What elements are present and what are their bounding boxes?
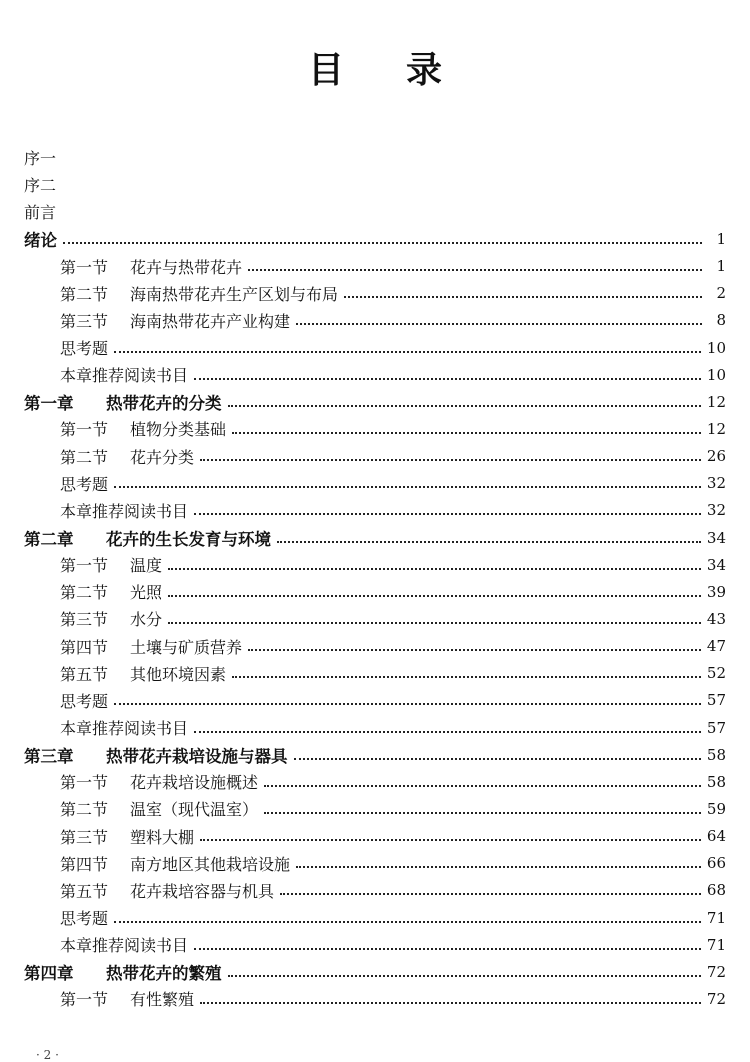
toc-page-number: 1 bbox=[716, 257, 726, 276]
dot-leader bbox=[296, 866, 701, 868]
toc-section-entry[interactable] bbox=[24, 253, 726, 280]
toc-entry-title: 思考题 bbox=[60, 691, 109, 711]
toc-section-entry[interactable] bbox=[24, 361, 726, 388]
dot-leader bbox=[114, 703, 701, 705]
toc-entry-title: 花卉栽培设施概述 bbox=[130, 773, 259, 793]
dot-leader bbox=[264, 812, 701, 814]
toc-entry-number: 第四节 bbox=[60, 854, 109, 874]
toc-page-number: 34 bbox=[706, 528, 726, 547]
toc-page-number: 43 bbox=[706, 609, 726, 628]
toc-entry-number: 第一节 bbox=[60, 420, 109, 440]
toc-entry-title: 温室（现代温室） bbox=[130, 800, 259, 820]
toc-entry-number: 第一节 bbox=[60, 773, 109, 793]
toc-entry-title: 本章推荐阅读书目 bbox=[60, 501, 189, 521]
toc-entry-number: 第一章 bbox=[24, 393, 74, 413]
toc-chapter-entry[interactable] bbox=[24, 524, 726, 551]
toc-section-entry[interactable] bbox=[24, 768, 726, 795]
toc-entry-number: 第二节 bbox=[60, 583, 109, 603]
toc-section-entry[interactable] bbox=[24, 687, 726, 714]
dot-leader bbox=[194, 378, 701, 380]
toc-page-number: 39 bbox=[706, 582, 726, 601]
toc-page-number: 66 bbox=[706, 854, 726, 873]
table-of-contents bbox=[24, 144, 726, 1013]
dot-leader bbox=[200, 459, 701, 461]
toc-entry-title: 植物分类基础 bbox=[130, 420, 227, 440]
toc-page-number: 12 bbox=[706, 419, 726, 438]
dot-leader bbox=[114, 486, 701, 488]
toc-page-number: 72 bbox=[706, 962, 726, 981]
toc-entry-title: 本章推荐阅读书目 bbox=[60, 719, 189, 739]
toc-entry-number: 第四章 bbox=[24, 963, 74, 983]
toc-page-number: 10 bbox=[706, 365, 726, 384]
toc-entry-title: 南方地区其他栽培设施 bbox=[130, 854, 291, 874]
toc-section-entry[interactable] bbox=[24, 551, 726, 578]
toc-entry-title: 热带花卉栽培设施与器具 bbox=[106, 746, 288, 766]
toc-section-entry[interactable] bbox=[24, 714, 726, 741]
dot-leader bbox=[194, 731, 701, 733]
toc-section-entry[interactable] bbox=[24, 660, 726, 687]
toc-entry-title: 花卉分类 bbox=[130, 447, 195, 467]
dot-leader bbox=[228, 975, 701, 977]
dot-leader bbox=[280, 893, 701, 895]
dot-leader bbox=[200, 839, 701, 841]
toc-chapter-entry[interactable] bbox=[24, 958, 726, 985]
toc-section-entry[interactable] bbox=[24, 904, 726, 931]
toc-entry-title: 思考题 bbox=[60, 909, 109, 928]
toc-page-number: 72 bbox=[706, 989, 726, 1008]
toc-page-number: 57 bbox=[706, 718, 726, 737]
toc-entry-number: 第三节 bbox=[60, 610, 109, 630]
toc-entry-title: 有性繁殖 bbox=[130, 990, 195, 1010]
toc-front-matter-entry[interactable] bbox=[24, 171, 726, 198]
dot-leader bbox=[194, 948, 701, 950]
toc-section-entry[interactable] bbox=[24, 931, 726, 958]
toc-entry-title: 序一 bbox=[24, 149, 57, 169]
toc-entry-title: 花卉的生长发育与环境 bbox=[106, 529, 271, 549]
toc-page-number: 10 bbox=[706, 338, 726, 357]
toc-entry-number: 第二节 bbox=[60, 447, 109, 467]
toc-entry-title: 塑料大棚 bbox=[130, 827, 195, 847]
toc-section-entry[interactable] bbox=[24, 985, 726, 1012]
toc-section-entry[interactable] bbox=[24, 850, 726, 877]
toc-section-entry[interactable] bbox=[24, 443, 726, 470]
toc-page-number: 32 bbox=[706, 501, 726, 520]
toc-page-number: 59 bbox=[706, 799, 726, 818]
dot-leader bbox=[248, 649, 701, 651]
dot-leader bbox=[232, 676, 701, 678]
toc-entry-title: 思考题 bbox=[60, 474, 109, 494]
toc-entry-number: 第一节 bbox=[60, 990, 109, 1010]
toc-page-number: 47 bbox=[706, 637, 726, 656]
toc-entry-title: 其他环境因素 bbox=[130, 664, 227, 684]
dot-leader bbox=[228, 405, 701, 407]
toc-section-entry[interactable] bbox=[24, 497, 726, 524]
toc-entry-number: 第二章 bbox=[24, 529, 74, 549]
toc-entry-title: 土壤与矿质营养 bbox=[130, 637, 243, 657]
toc-entry-title: 思考题 bbox=[60, 339, 109, 359]
dot-leader bbox=[168, 622, 701, 624]
page-title bbox=[0, 42, 750, 93]
toc-entry-title: 温度 bbox=[130, 556, 163, 576]
dot-leader bbox=[114, 351, 701, 353]
page-number-marker: · 2 · bbox=[36, 1048, 59, 1062]
dot-leader bbox=[194, 513, 701, 515]
toc-entry-number: 第二节 bbox=[60, 284, 109, 304]
dot-leader bbox=[248, 269, 702, 271]
toc-section-entry[interactable] bbox=[24, 823, 726, 850]
dot-leader bbox=[296, 323, 702, 325]
toc-page-number: 8 bbox=[716, 311, 726, 330]
toc-section-entry[interactable] bbox=[24, 578, 726, 605]
toc-entry-number: 第五节 bbox=[60, 664, 109, 684]
toc-entry-title: 水分 bbox=[130, 610, 163, 630]
title-char-right: 录 bbox=[406, 50, 443, 91]
toc-front-matter-entry[interactable] bbox=[24, 144, 726, 171]
toc-entry-title: 花卉栽培容器与机具 bbox=[130, 881, 275, 901]
dot-leader bbox=[63, 242, 702, 244]
toc-page-number: 34 bbox=[706, 555, 726, 574]
toc-page-number: 71 bbox=[706, 908, 726, 927]
toc-entry-title: 绪论 bbox=[24, 230, 57, 250]
toc-entry-number: 第二节 bbox=[60, 800, 109, 820]
toc-page-number: 57 bbox=[706, 691, 726, 710]
toc-page-number: 68 bbox=[706, 881, 726, 900]
dot-leader bbox=[168, 568, 701, 570]
toc-chapter-entry[interactable] bbox=[24, 741, 726, 768]
toc-page-number: 1 bbox=[716, 229, 726, 248]
toc-page-number: 58 bbox=[706, 745, 726, 764]
toc-entry-number: 第五节 bbox=[60, 881, 109, 901]
dot-leader bbox=[168, 595, 701, 597]
dot-leader bbox=[232, 432, 701, 434]
toc-entry-title: 本章推荐阅读书目 bbox=[60, 366, 189, 386]
toc-page-number: 58 bbox=[706, 772, 726, 791]
toc-section-entry[interactable] bbox=[24, 795, 726, 822]
dot-leader bbox=[264, 785, 701, 787]
toc-front-matter-entry[interactable] bbox=[24, 198, 726, 225]
toc-section-entry[interactable] bbox=[24, 280, 726, 307]
toc-entry-number: 第四节 bbox=[60, 637, 109, 657]
toc-entry-number: 第一节 bbox=[60, 556, 109, 576]
toc-page-number: 2 bbox=[716, 284, 726, 303]
toc-page-number: 64 bbox=[706, 827, 726, 846]
toc-page-number: 52 bbox=[706, 664, 726, 683]
toc-section-entry[interactable] bbox=[24, 415, 726, 442]
toc-page-number: 71 bbox=[706, 935, 726, 954]
dot-leader bbox=[344, 296, 702, 298]
toc-entry-number: 第三节 bbox=[60, 311, 109, 331]
toc-entry-number: 第三节 bbox=[60, 827, 109, 847]
toc-entry-title: 本章推荐阅读书目 bbox=[60, 936, 189, 956]
toc-entry-title: 海南热带花卉生产区划与布局 bbox=[130, 284, 339, 304]
toc-entry-title: 序二 bbox=[24, 176, 57, 196]
toc-entry-title: 前言 bbox=[24, 203, 57, 223]
toc-page-number: 12 bbox=[706, 392, 726, 411]
toc-page-number: 26 bbox=[706, 447, 726, 466]
toc-entry-title: 花卉与热带花卉 bbox=[130, 257, 243, 277]
toc-section-entry[interactable] bbox=[24, 605, 726, 632]
toc-entry-title: 海南热带花卉产业构建 bbox=[130, 311, 291, 331]
dot-leader bbox=[114, 921, 701, 923]
dot-leader bbox=[200, 1002, 701, 1004]
toc-entry-number: 第一节 bbox=[60, 257, 109, 277]
toc-entry-number: 第三章 bbox=[24, 746, 74, 766]
toc-section-entry[interactable] bbox=[24, 334, 726, 361]
toc-chapter-entry[interactable] bbox=[24, 225, 726, 252]
toc-section-entry[interactable] bbox=[24, 633, 726, 660]
toc-page-number: 32 bbox=[706, 474, 726, 493]
toc-entry-title: 光照 bbox=[130, 583, 163, 603]
toc-section-entry[interactable] bbox=[24, 877, 726, 904]
toc-entry-title: 热带花卉的繁殖 bbox=[106, 963, 222, 983]
toc-entry-title: 热带花卉的分类 bbox=[106, 393, 222, 413]
dot-leader bbox=[277, 541, 701, 543]
title-char-left: 目 bbox=[307, 50, 344, 91]
toc-section-entry[interactable] bbox=[24, 307, 726, 334]
dot-leader bbox=[294, 758, 701, 760]
toc-section-entry[interactable] bbox=[24, 470, 726, 497]
toc-chapter-entry[interactable] bbox=[24, 388, 726, 415]
